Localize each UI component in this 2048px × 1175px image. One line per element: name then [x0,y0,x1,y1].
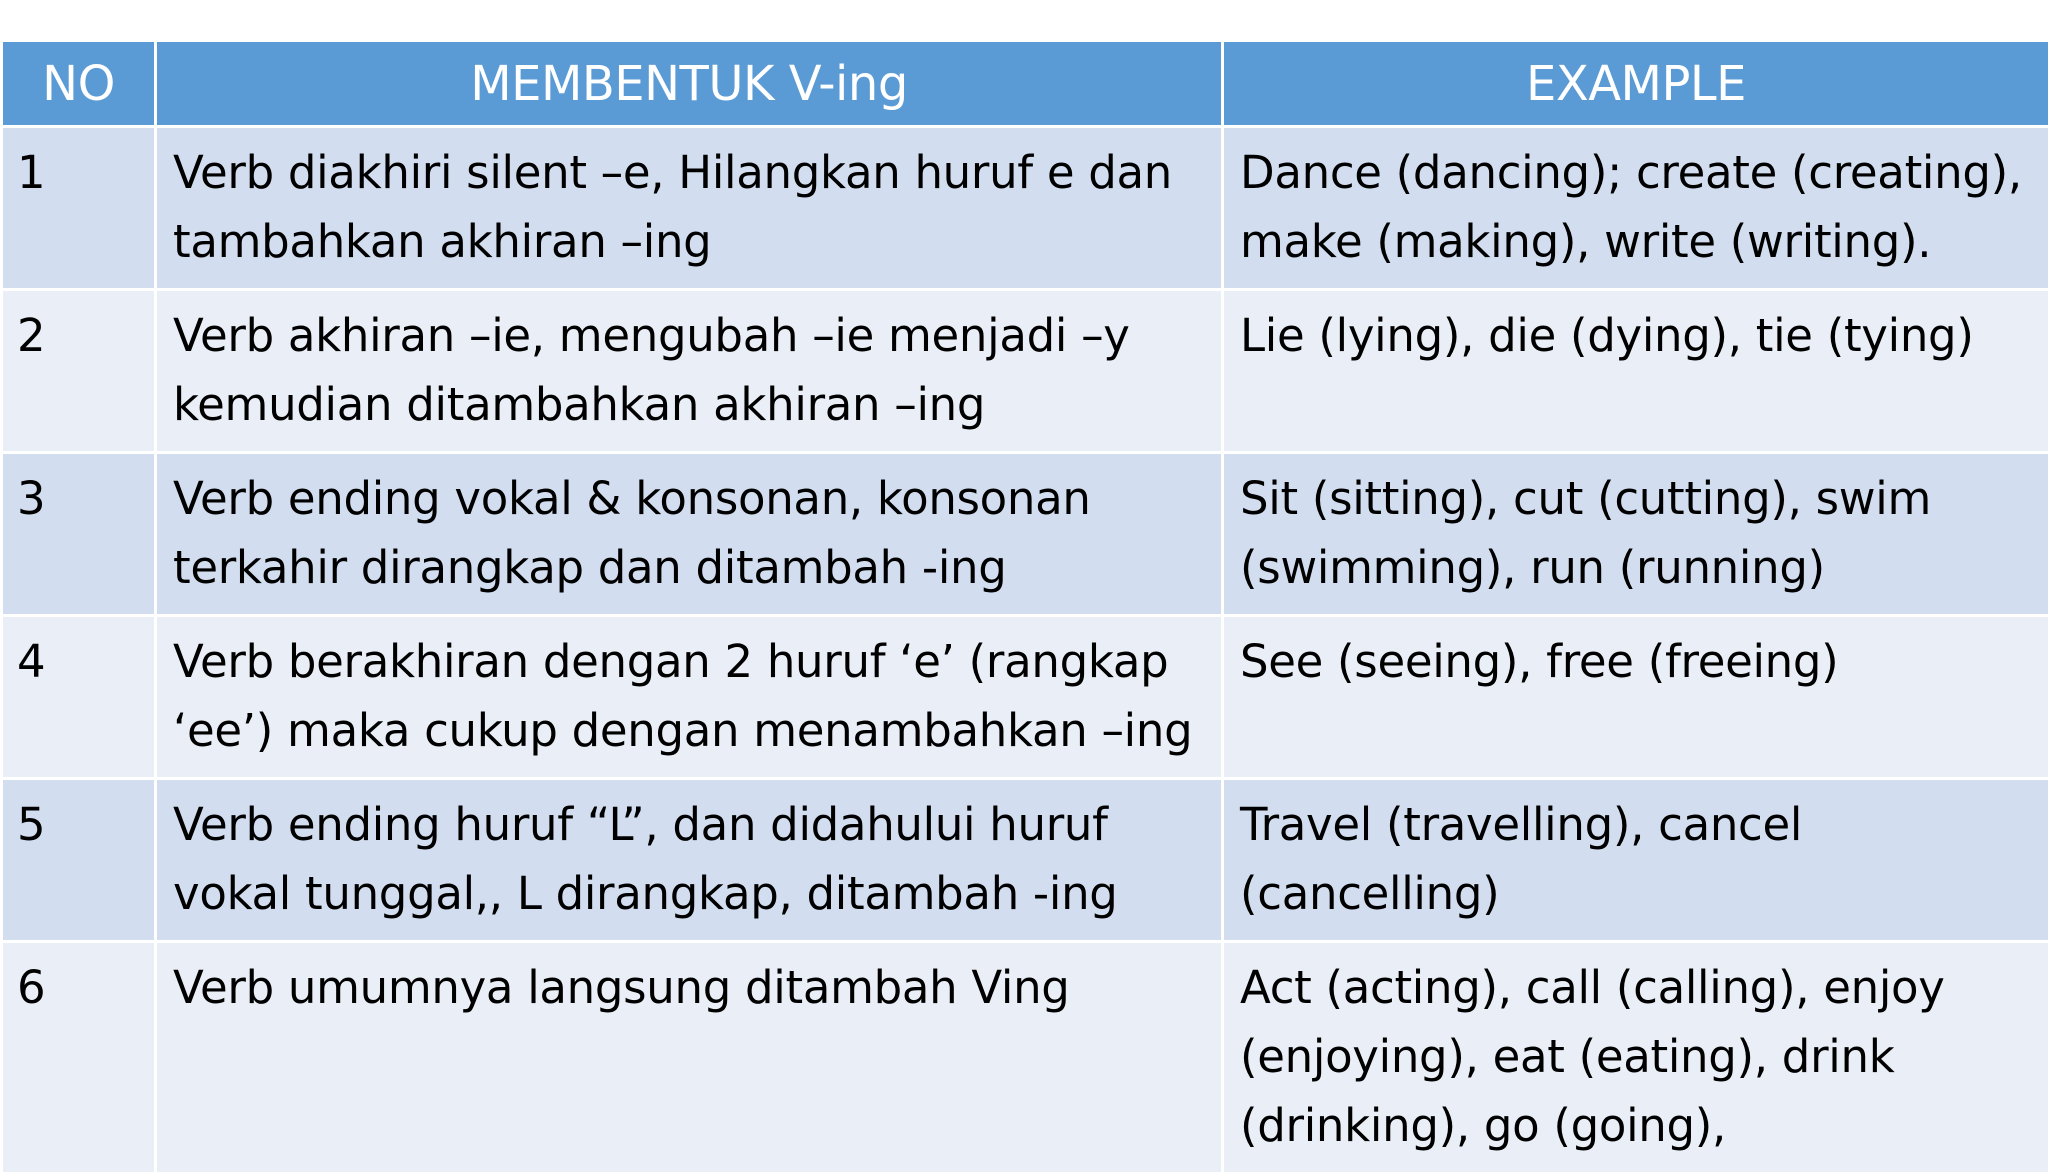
row-example: Dance (dancing); create (creating), make (making), write (writing). [1223,127,2048,290]
table-row [2,779,2048,942]
row-example: See (seeing), free (freeing) [1223,616,2048,779]
row-example: Act (acting), call (calling), enjoy (enjoying), eat (eating), drink (drinking), go (going), [1223,942,2048,1174]
table-header [2,41,2048,127]
table-row [2,127,2048,290]
row-number: 2 [2,290,156,453]
row-rule: Verb umumnya langsung ditambah Ving [156,942,1223,1174]
row-example: Lie (lying), die (dying), tie (tying) [1223,290,2048,453]
v-ing-rules-table-container [0,39,2048,1175]
table-row [2,453,2048,616]
header-example: EXAMPLE [1223,41,2048,127]
row-number: 5 [2,779,156,942]
row-number: 4 [2,616,156,779]
v-ing-rules-table [0,39,2048,1175]
header-row [2,41,2048,127]
table-body [2,127,2048,1174]
row-number: 3 [2,453,156,616]
row-number: 6 [2,942,156,1174]
row-example: Travel (travelling), cancel (cancelling) [1223,779,2048,942]
table-row [2,942,2048,1174]
header-no: NO [2,41,156,127]
row-number: 1 [2,127,156,290]
table-row [2,616,2048,779]
header-rule: MEMBENTUK V-ing [156,41,1223,127]
row-rule: Verb diakhiri silent –e, Hilangkan huruf e dan tambahkan akhiran –ing [156,127,1223,290]
row-rule: Verb ending huruf “L”, dan didahului huruf vokal tunggal,, L dirangkap, ditambah -ing [156,779,1223,942]
row-rule: Verb akhiran –ie, mengubah –ie menjadi –y kemudian ditambahkan akhiran –ing [156,290,1223,453]
table-row [2,290,2048,453]
row-rule: Verb ending vokal & konsonan, konsonan terkahir dirangkap dan ditambah -ing [156,453,1223,616]
row-rule: Verb berakhiran dengan 2 huruf ‘e’ (rangkap ‘ee’) maka cukup dengan menambahkan –ing [156,616,1223,779]
row-example: Sit (sitting), cut (cutting), swim (swimming), run (running) [1223,453,2048,616]
